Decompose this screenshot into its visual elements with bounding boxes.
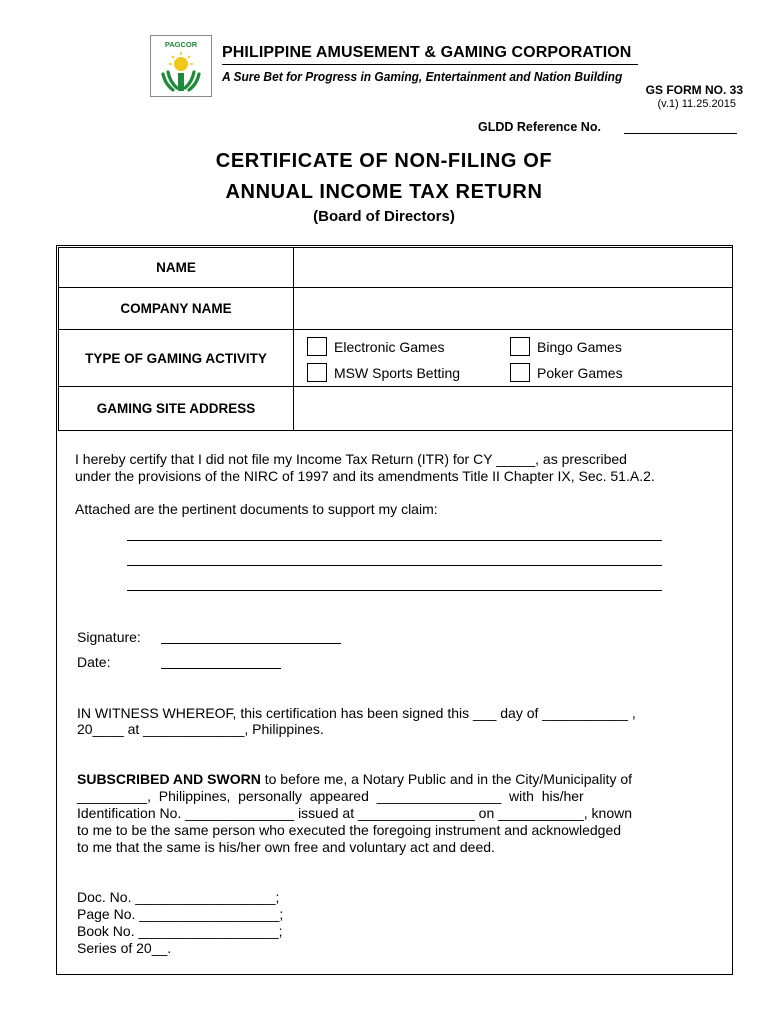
book-no: Book No. __________________; [77,923,283,939]
form-version: (v.1) 11.25.2015 [657,98,736,110]
electronic-games-checkbox[interactable] [307,337,327,356]
supporting-document-line-3[interactable] [127,590,662,591]
poker-games-checkbox[interactable] [510,363,530,382]
name-label: NAME [59,248,294,288]
option-electronic-games[interactable] [307,337,444,356]
pagcor-logo [150,35,212,97]
option-label: MSW Sports Betting [334,364,461,381]
title-line-2: ANNUAL INCOME TAX RETURN [225,181,543,203]
option-poker-games[interactable] [510,363,623,382]
sworn-line-5: to me that the same is his/her own free and voluntary act and deed. [77,839,495,855]
sworn-line-1-text: to before me, a Notary Public and in the City/Municipality of [260,771,633,787]
msw-sports-betting-checkbox[interactable] [307,363,327,382]
logo-text: PAGCOR [164,40,198,49]
company-name-field[interactable] [294,288,733,330]
page-no: Page No. __________________; [77,906,284,922]
option-label: Electronic Games [334,338,445,355]
gldd-reference-field[interactable] [624,133,737,134]
option-msw-sports-betting[interactable] [307,363,460,382]
doc-no: Doc. No. __________________; [77,889,280,905]
sworn-heading: SUBSCRIBED AND SWORN [77,771,261,787]
info-table [58,247,733,431]
org-name: PHILIPPINE AMUSEMENT & GAMING CORPORATION [222,44,632,61]
form-number: GS FORM NO. 33 [645,83,743,97]
option-label: Poker Games [537,364,623,381]
gaming-activity-options [294,330,733,387]
date-label: Date: [77,654,111,670]
header-divider [222,64,638,65]
gaming-site-address-label: GAMING SITE ADDRESS [59,387,294,431]
witness-line-1: IN WITNESS WHEREOF, this certification has been signed this ___ day of ___________ , [77,705,636,721]
sworn-line-4: to me to be the same person who executed the foregoing instrument and acknowledged [77,822,622,838]
title-line-1: CERTIFICATE OF NON-FILING OF [215,150,553,172]
signature-field[interactable] [161,643,341,644]
certification-line-1: I hereby certify that I did not file my Income Tax Return (ITR) for CY _____, as prescribed [75,451,627,467]
org-tagline: A Sure Bet for Progress in Gaming, Entertainment and Nation Building [222,69,623,84]
signature-label: Signature: [77,629,141,645]
subtitle: (Board of Directors) [313,208,455,225]
bingo-games-checkbox[interactable] [510,337,530,356]
option-label: Bingo Games [537,338,622,355]
company-name-label: COMPANY NAME [59,288,294,330]
series-of: Series of 20__. [77,940,172,956]
supporting-document-line-1[interactable] [127,540,662,541]
certification-line-2: under the provisions of the NIRC of 1997 and its amendments Title II Chapter IX, Sec. 51.A.2. [75,468,655,484]
supporting-document-line-2[interactable] [127,565,662,566]
gaming-site-address-field[interactable] [294,387,733,431]
sworn-line-3: Identification No. ______________ issued at _______________ on ___________, known [77,805,633,821]
name-field[interactable] [294,248,733,288]
sworn-line-2: _________, Philippines, personally appeared ________________ with his/her [77,788,584,804]
date-field[interactable] [161,668,281,669]
sworn-line-1 [77,771,632,788]
witness-line-2: 20____ at _____________, Philippines. [77,721,324,737]
gldd-reference-label: GLDD Reference No. [478,120,601,134]
gaming-activity-label: TYPE OF GAMING ACTIVITY [59,330,294,387]
attached-documents-text: Attached are the pertinent documents to support my claim: [75,501,438,517]
option-bingo-games[interactable] [510,337,622,356]
